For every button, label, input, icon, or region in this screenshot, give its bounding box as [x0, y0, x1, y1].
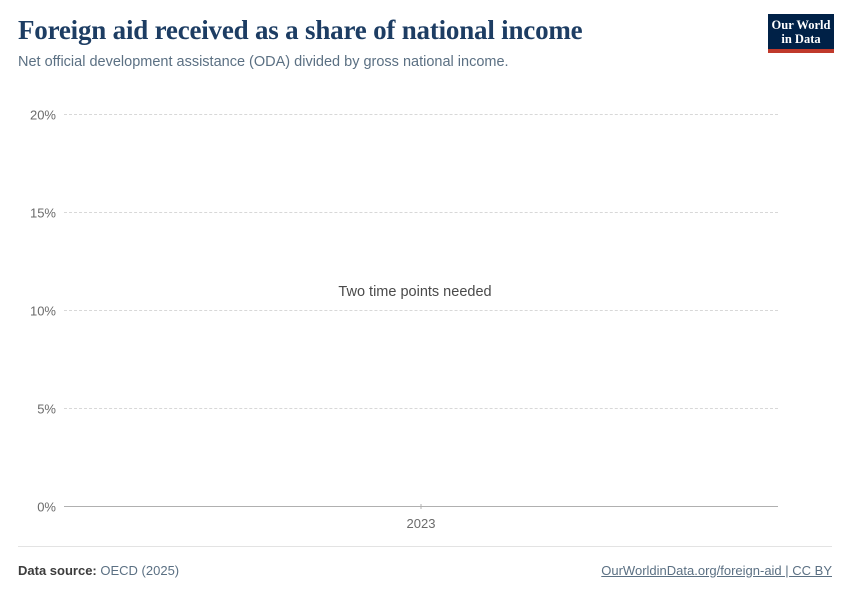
plot-area — [29, 107, 778, 531]
chart-container — [18, 96, 832, 548]
owid-logo-line2: in Data — [781, 32, 821, 46]
data-source — [18, 563, 179, 578]
chart-header — [18, 14, 832, 78]
y-axis-tick-0: 0% — [37, 499, 56, 515]
owid-logo-line1: Our World — [771, 18, 831, 32]
y-axis-tick-20: 20% — [29, 107, 56, 123]
data-source-value[interactable]: OECD (2025) — [100, 562, 180, 578]
y-axis-tick-15: 15% — [29, 205, 56, 221]
x-axis-tick-mark-2023 — [421, 504, 422, 509]
gridline-5 — [37, 401, 778, 417]
data-source-label: Data source: — [18, 562, 97, 578]
y-axis-tick-10: 10% — [29, 303, 56, 319]
chart-footer — [18, 546, 832, 584]
attribution[interactable] — [601, 563, 832, 578]
x-axis-ticks — [64, 510, 778, 540]
gridline-20 — [29, 107, 778, 123]
y-axis-tick-5: 5% — [37, 401, 56, 417]
page-title: Foreign aid received as a share of national income — [18, 15, 583, 45]
no-data-message: Two time points needed — [338, 284, 492, 301]
attribution-text[interactable]: OurWorldinData.org/foreign-aid | CC BY — [601, 562, 832, 578]
gridline-10 — [29, 303, 778, 319]
gridline-15 — [29, 205, 778, 221]
x-axis-tick-2023: 2023 — [406, 516, 436, 531]
page-subtitle: Net official development assistance (ODA) divided by gross national income. — [18, 54, 509, 70]
owid-logo[interactable] — [768, 14, 834, 53]
